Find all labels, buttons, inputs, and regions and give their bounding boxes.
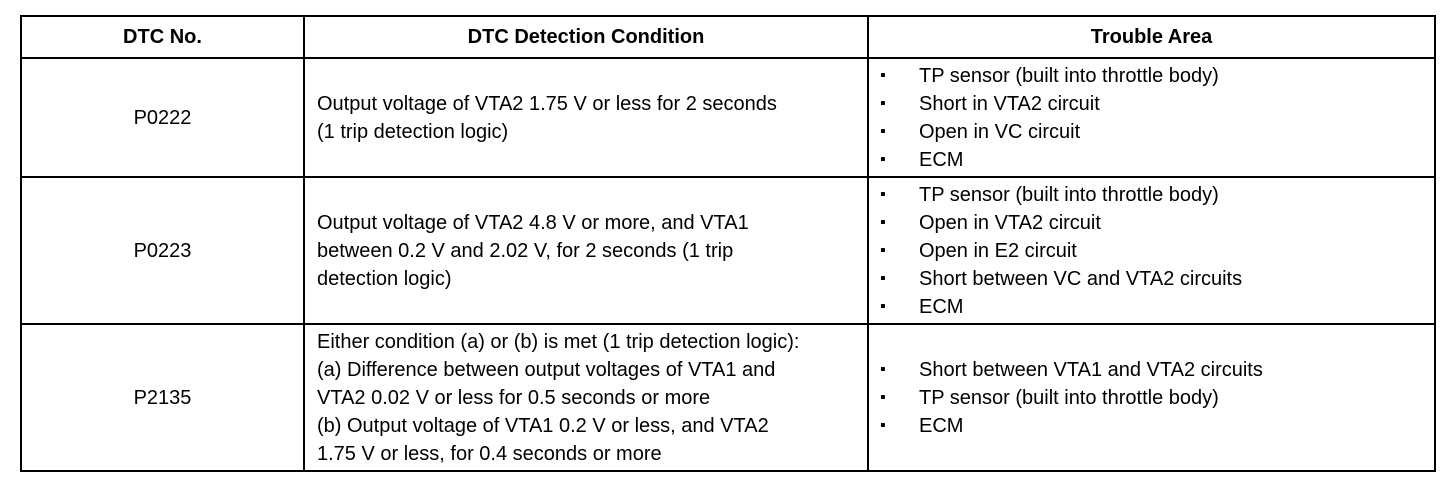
list-item-text: Short between VC and VTA2 circuits (919, 267, 1243, 290)
list-item (869, 384, 1434, 412)
dtc-code: P0222 (21, 58, 304, 177)
condition-line: VTA2 0.02 V or less for 0.5 seconds or more (317, 386, 711, 409)
list-item (869, 118, 1434, 146)
list-item (869, 181, 1434, 209)
condition-line: (a) Difference between output voltages of VTA1 and (317, 358, 776, 381)
list-item-text: Short in VTA2 circuit (919, 92, 1100, 115)
trouble-area-list (869, 181, 1434, 321)
list-item-text: ECM (919, 414, 964, 437)
list-item-text: ECM (919, 148, 964, 171)
dtc-code: P2135 (21, 324, 304, 471)
bullet-icon: ▪ (880, 416, 886, 434)
condition-line: Output voltage of VTA2 1.75 V or less for 2 seconds (317, 92, 777, 115)
bullet-icon: ▪ (880, 360, 886, 378)
list-item (869, 209, 1434, 237)
list-item-text: Open in VTA2 circuit (919, 211, 1101, 234)
header-row (21, 16, 1435, 58)
condition-line: (b) Output voltage of VTA1 0.2 V or less, and VTA2 (317, 414, 769, 437)
table-row (21, 58, 1435, 177)
bullet-icon: ▪ (880, 388, 886, 406)
bullet-icon: ▪ (880, 297, 886, 315)
dtc-code: P0223 (21, 177, 304, 324)
detection-condition (304, 177, 868, 324)
list-item-text: TP sensor (built into throttle body) (919, 183, 1219, 206)
condition-line: Output voltage of VTA2 4.8 V or more, and VTA1 (317, 211, 749, 234)
trouble-area (868, 324, 1435, 471)
table-row (21, 324, 1435, 471)
header-detection-condition: DTC Detection Condition (304, 16, 868, 58)
bullet-icon: ▪ (880, 122, 886, 140)
list-item (869, 265, 1434, 293)
trouble-area-list (869, 356, 1434, 440)
list-item (869, 146, 1434, 174)
detection-condition (304, 58, 868, 177)
header-dtc-no: DTC No. (21, 16, 304, 58)
list-item-text: TP sensor (built into throttle body) (919, 64, 1219, 87)
condition-line: between 0.2 V and 2.02 V, for 2 seconds (1 trip (317, 239, 734, 262)
list-item (869, 412, 1434, 440)
header-trouble-area: Trouble Area (868, 16, 1435, 58)
list-item (869, 62, 1434, 90)
list-item-text: Open in VC circuit (919, 120, 1081, 143)
bullet-icon: ▪ (880, 66, 886, 84)
list-item (869, 356, 1434, 384)
table-row (21, 177, 1435, 324)
bullet-icon: ▪ (880, 213, 886, 231)
list-item-text: ECM (919, 295, 964, 318)
trouble-area (868, 177, 1435, 324)
trouble-area-list (869, 62, 1434, 174)
trouble-area (868, 58, 1435, 177)
bullet-icon: ▪ (880, 94, 886, 112)
detection-condition (304, 324, 868, 471)
bullet-icon: ▪ (880, 241, 886, 259)
condition-line: Either condition (a) or (b) is met (1 trip detection logic): (317, 330, 800, 353)
bullet-icon: ▪ (880, 150, 886, 168)
list-item-text: Short between VTA1 and VTA2 circuits (919, 358, 1263, 381)
condition-line: 1.75 V or less, for 0.4 seconds or more (317, 442, 662, 465)
list-item (869, 90, 1434, 118)
list-item-text: Open in E2 circuit (919, 239, 1077, 262)
list-item (869, 237, 1434, 265)
dtc-table (20, 15, 1436, 472)
list-item (869, 293, 1434, 321)
bullet-icon: ▪ (880, 269, 886, 287)
bullet-icon: ▪ (880, 185, 886, 203)
list-item-text: TP sensor (built into throttle body) (919, 386, 1219, 409)
condition-line: (1 trip detection logic) (317, 120, 509, 143)
condition-line: detection logic) (317, 267, 452, 290)
